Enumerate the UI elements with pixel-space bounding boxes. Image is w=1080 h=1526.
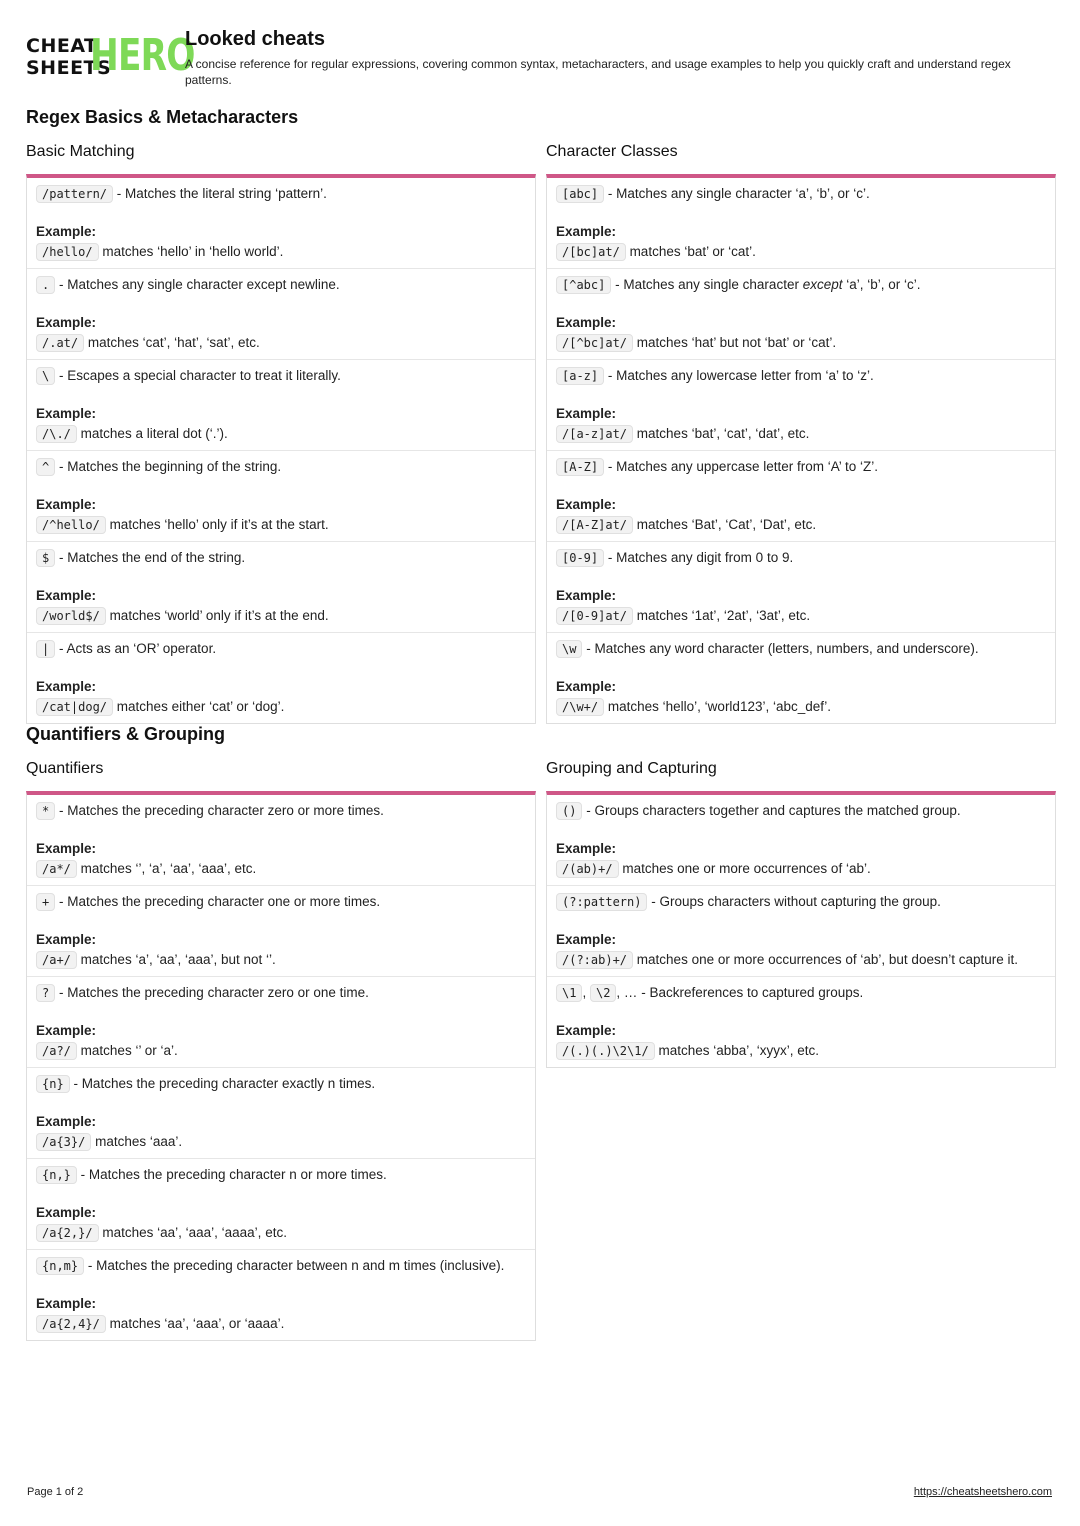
example-text: matches ‘hello’, ‘world123’, ‘abc_def’. [607,699,832,714]
example-code: /(?:ab)+/ [556,951,633,969]
syntax-code: $ [36,549,55,567]
entry-description: Matches the literal string ‘pattern’. [125,186,327,201]
example-code: /\w+/ [556,698,604,716]
syntax-code: | [36,640,55,658]
example-label: Example: [36,315,97,330]
example-code: /a{2,}/ [36,1224,99,1242]
entry-row [27,633,535,723]
syntax-code: [^abc] [556,276,611,294]
example-text: matches either ‘cat’ or ‘dog’. [116,699,285,714]
entry-row [27,178,535,269]
example-code: /world$/ [36,607,106,625]
entry-line: $ - Matches the end of the string. [36,548,526,568]
example-text: matches ‘’, ‘a’, ‘aa’, ‘aaa’, etc. [80,861,257,876]
entry-line: \w - Matches any word character (letters, numbers, and underscore). [556,639,1046,659]
example-label: Example: [556,224,617,239]
example-text: matches a literal dot (‘.’). [80,426,228,441]
card-title: Character Classes [546,143,678,160]
example-line [36,859,526,879]
header [26,28,1056,92]
example-code: /hello/ [36,243,99,261]
card-body [26,174,536,724]
logo-word-hero: HERO [90,30,195,81]
entry-emphasis: except [802,277,843,292]
example-label: Example: [556,315,617,330]
card-body [546,791,1056,1068]
example-label: Example: [36,1023,97,1038]
entry-line: [0-9] - Matches any digit from 0 to 9. [556,548,1046,568]
page-description: A concise reference for regular expressions, covering common syntax, metacharacters, and usage examples to help you quickly craft and understand regex patterns. [185,57,1011,87]
card-grouping-capturing [546,758,1056,1068]
example-text: matches ‘’ or ‘a’. [80,1043,178,1058]
example-text: matches one or more occurrences of ‘ab’. [622,861,871,876]
example-line [36,1223,526,1243]
example-label: Example: [556,932,617,947]
entry-line: * - Matches the preceding character zero or more times. [36,801,526,821]
card-quantifiers [26,758,536,1341]
syntax-code: \2 [590,984,616,1002]
example-code: /cat|dog/ [36,698,113,716]
entry-description: Matches the preceding character zero or more times. [67,803,384,818]
example-line [36,1132,526,1152]
entry-row [547,977,1055,1067]
example-code: /[A-Z]at/ [556,516,633,534]
example-text: matches ‘Bat’, ‘Cat’, ‘Dat’, etc. [636,517,817,532]
syntax-code: [0-9] [556,549,604,567]
example-code: /a?/ [36,1042,77,1060]
syntax-code: [a-z] [556,367,604,385]
entry-description: Matches the preceding character one or more times. [67,894,381,909]
example-text: matches ‘1at’, ‘2at’, ‘3at’, etc. [636,608,811,623]
entry-description: Matches any lowercase letter from ‘a’ to ‘z’. [616,368,874,383]
ellipsis: , … [616,985,638,1000]
example-line [36,1314,526,1334]
entry-description: Matches any word character (letters, numbers, and underscore). [594,641,979,656]
syntax-code: [A-Z] [556,458,604,476]
entry-description: Acts as an ‘OR’ operator. [66,641,217,656]
entry-description: Backreferences to captured groups. [649,985,864,1000]
card-title: Grouping and Capturing [546,760,717,777]
example-text: matches ‘a’, ‘aa’, ‘aaa’, but not ‘’. [80,952,276,967]
syntax-code: + [36,893,55,911]
entry-row [547,451,1055,542]
entry-description: Matches the beginning of the string. [67,459,282,474]
example-label: Example: [36,497,97,512]
card-body [26,791,536,1341]
entry-line: \ - Escapes a special character to treat it literally. [36,366,526,386]
entry-row [27,886,535,977]
entry-line: \1 , \2 , … - Backreferences to captured groups. [556,983,1046,1003]
example-code: /a*/ [36,860,77,878]
syntax-code: ^ [36,458,55,476]
example-code: /a{2,4}/ [36,1315,106,1333]
entry-row [27,451,535,542]
example-label: Example: [556,588,617,603]
entry-description: Matches the preceding character n or more times. [88,1167,387,1182]
example-text: matches ‘hello’ only if it’s at the start. [109,517,329,532]
example-label: Example: [36,224,97,239]
entry-line: | - Acts as an ‘OR’ operator. [36,639,526,659]
example-line [36,424,526,444]
entry-line: [^abc] - Matches any single character except ‘a’, ‘b’, or ‘c’. [556,275,1046,295]
syntax-code: {n,} [36,1166,77,1184]
entry-row [27,1068,535,1159]
example-code: /^hello/ [36,516,106,534]
example-line [556,333,1046,353]
section-title-basics: Regex Basics & Metacharacters [26,107,299,127]
example-text: matches ‘hat’ but not ‘bat’ or ‘cat’. [636,335,837,350]
example-label: Example: [36,932,97,947]
entry-line: (?:pattern) - Groups characters without capturing the group. [556,892,1046,912]
example-text: matches ‘abba’, ‘xyyx’, etc. [658,1043,820,1058]
entry-row [27,269,535,360]
example-line [556,950,1046,970]
example-line [36,697,526,717]
card-title: Quantifiers [26,760,104,777]
example-label: Example: [36,679,97,694]
example-line [36,606,526,626]
example-code: /[a-z]at/ [556,425,633,443]
example-line [556,1041,1046,1061]
syntax-code: (?:pattern) [556,893,647,911]
page-number: Page 1 of 2 [27,1486,84,1498]
example-label: Example: [36,841,97,856]
example-label: Example: [556,1023,617,1038]
syntax-code: [abc] [556,185,604,203]
card-title: Basic Matching [26,143,135,160]
entry-row [27,360,535,451]
example-line [556,697,1046,717]
example-label: Example: [556,497,617,512]
syntax-code: \w [556,640,582,658]
entry-line: [a-z] - Matches any lowercase letter from ‘a’ to ‘z’. [556,366,1046,386]
entry-row [27,1250,535,1340]
example-text: matches ‘bat’, ‘cat’, ‘dat’, etc. [636,426,810,441]
example-code: /.at/ [36,334,84,352]
entry-row [547,178,1055,269]
example-line [36,1041,526,1061]
entry-description: Matches any uppercase letter from ‘A’ to ‘Z’. [616,459,878,474]
separator: , [582,985,590,1000]
example-text: matches ‘world’ only if it’s at the end. [109,608,329,623]
entry-row [547,360,1055,451]
logo-word-sheets: SHEETS [26,57,112,79]
syntax-code: {n,m} [36,1257,84,1275]
example-text: matches ‘aaa’. [95,1134,183,1149]
entry-description: Escapes a special character to treat it literally. [67,368,341,383]
example-label: Example: [36,406,97,421]
entry-line: [A-Z] - Matches any uppercase letter from ‘A’ to ‘Z’. [556,457,1046,477]
entry-line: [abc] - Matches any single character ‘a’, ‘b’, or ‘c’. [556,184,1046,204]
example-line [556,515,1046,535]
entry-line: ^ - Matches the beginning of the string. [36,457,526,477]
example-line [36,242,526,262]
syntax-code: /pattern/ [36,185,113,203]
example-line [36,950,526,970]
example-label: Example: [36,1296,97,1311]
entry-description: Matches the preceding character exactly n times. [81,1076,376,1091]
entry-line: {n,m} - Matches the preceding character between n and m times (inclusive). [36,1256,526,1276]
example-code: /[bc]at/ [556,243,626,261]
entry-line: . - Matches any single character except newline. [36,275,526,295]
example-line [556,242,1046,262]
entry-row [27,1159,535,1250]
entry-row [27,795,535,886]
entry-line: {n,} - Matches the preceding character n or more times. [36,1165,526,1185]
example-label: Example: [556,406,617,421]
card-basic-matching [26,141,536,724]
entry-row [547,633,1055,723]
example-label: Example: [36,588,97,603]
cheatsheetshero-logo[interactable] [26,30,195,81]
syntax-code: * [36,802,55,820]
example-code: /[^bc]at/ [556,334,633,352]
entry-line: + - Matches the preceding character one or more times. [36,892,526,912]
entry-description: Matches the end of the string. [67,550,246,565]
syntax-code: \1 [556,984,582,1002]
site-link[interactable]: https://cheatsheetshero.com [913,1486,1052,1498]
logo-word-cheat: CHEAT [26,35,98,57]
example-text: matches ‘aa’, ‘aaa’, ‘aaaa’, etc. [102,1225,287,1240]
example-line [556,859,1046,879]
example-line [36,333,526,353]
example-code: /\./ [36,425,77,443]
syntax-code: {n} [36,1075,70,1093]
entry-description: Matches any digit from 0 to 9. [616,550,794,565]
entry-description: Matches any single character [623,277,803,292]
card-character-classes [546,141,1056,724]
syntax-code: . [36,276,55,294]
syntax-code: () [556,802,582,820]
example-code: /[0-9]at/ [556,607,633,625]
entry-line: ? - Matches the preceding character zero or one time. [36,983,526,1003]
card-body [546,174,1056,724]
example-line [556,606,1046,626]
entry-description: Matches any single character ‘a’, ‘b’, or ‘c’. [616,186,870,201]
section-title-quantifiers: Quantifiers & Grouping [26,724,226,744]
example-text: matches ‘cat’, ‘hat’, ‘sat’, etc. [87,335,260,350]
example-label: Example: [36,1114,97,1129]
syntax-code: \ [36,367,55,385]
entry-description: Matches the preceding character between n and m times (inclusive). [96,1258,505,1273]
example-code: /(ab)+/ [556,860,619,878]
example-text: matches one or more occurrences of ‘ab’, but doesn’t capture it. [636,952,1018,967]
page-title: Looked cheats [185,28,326,50]
syntax-code: ? [36,984,55,1002]
example-code: /a+/ [36,951,77,969]
example-line [36,515,526,535]
example-label: Example: [36,1205,97,1220]
entry-description: Matches any single character except newline. [67,277,340,292]
example-label: Example: [556,841,617,856]
entry-row [547,886,1055,977]
entry-line: /pattern/ - Matches the literal string ‘pattern’. [36,184,526,204]
entry-description: Groups characters together and captures the matched group. [594,803,961,818]
entry-line: {n} - Matches the preceding character exactly n times. [36,1074,526,1094]
example-text: matches ‘bat’ or ‘cat’. [629,244,756,259]
example-text: matches ‘hello’ in ‘hello world’. [102,244,284,259]
entry-row [547,269,1055,360]
example-code: /(.)(.)\2\1/ [556,1042,655,1060]
entry-description: Groups characters without capturing the group. [659,894,941,909]
entry-description-rest: ‘a’, ‘b’, or ‘c’. [842,277,921,292]
entry-row [547,795,1055,886]
entry-description: Matches the preceding character zero or one time. [67,985,369,1000]
entry-row [27,977,535,1068]
entry-row [547,542,1055,633]
example-code: /a{3}/ [36,1133,91,1151]
example-text: matches ‘aa’, ‘aaa’, or ‘aaaa’. [109,1316,285,1331]
entry-line: () - Groups characters together and captures the matched group. [556,801,1046,821]
entry-row [27,542,535,633]
example-line [556,424,1046,444]
example-label: Example: [556,679,617,694]
